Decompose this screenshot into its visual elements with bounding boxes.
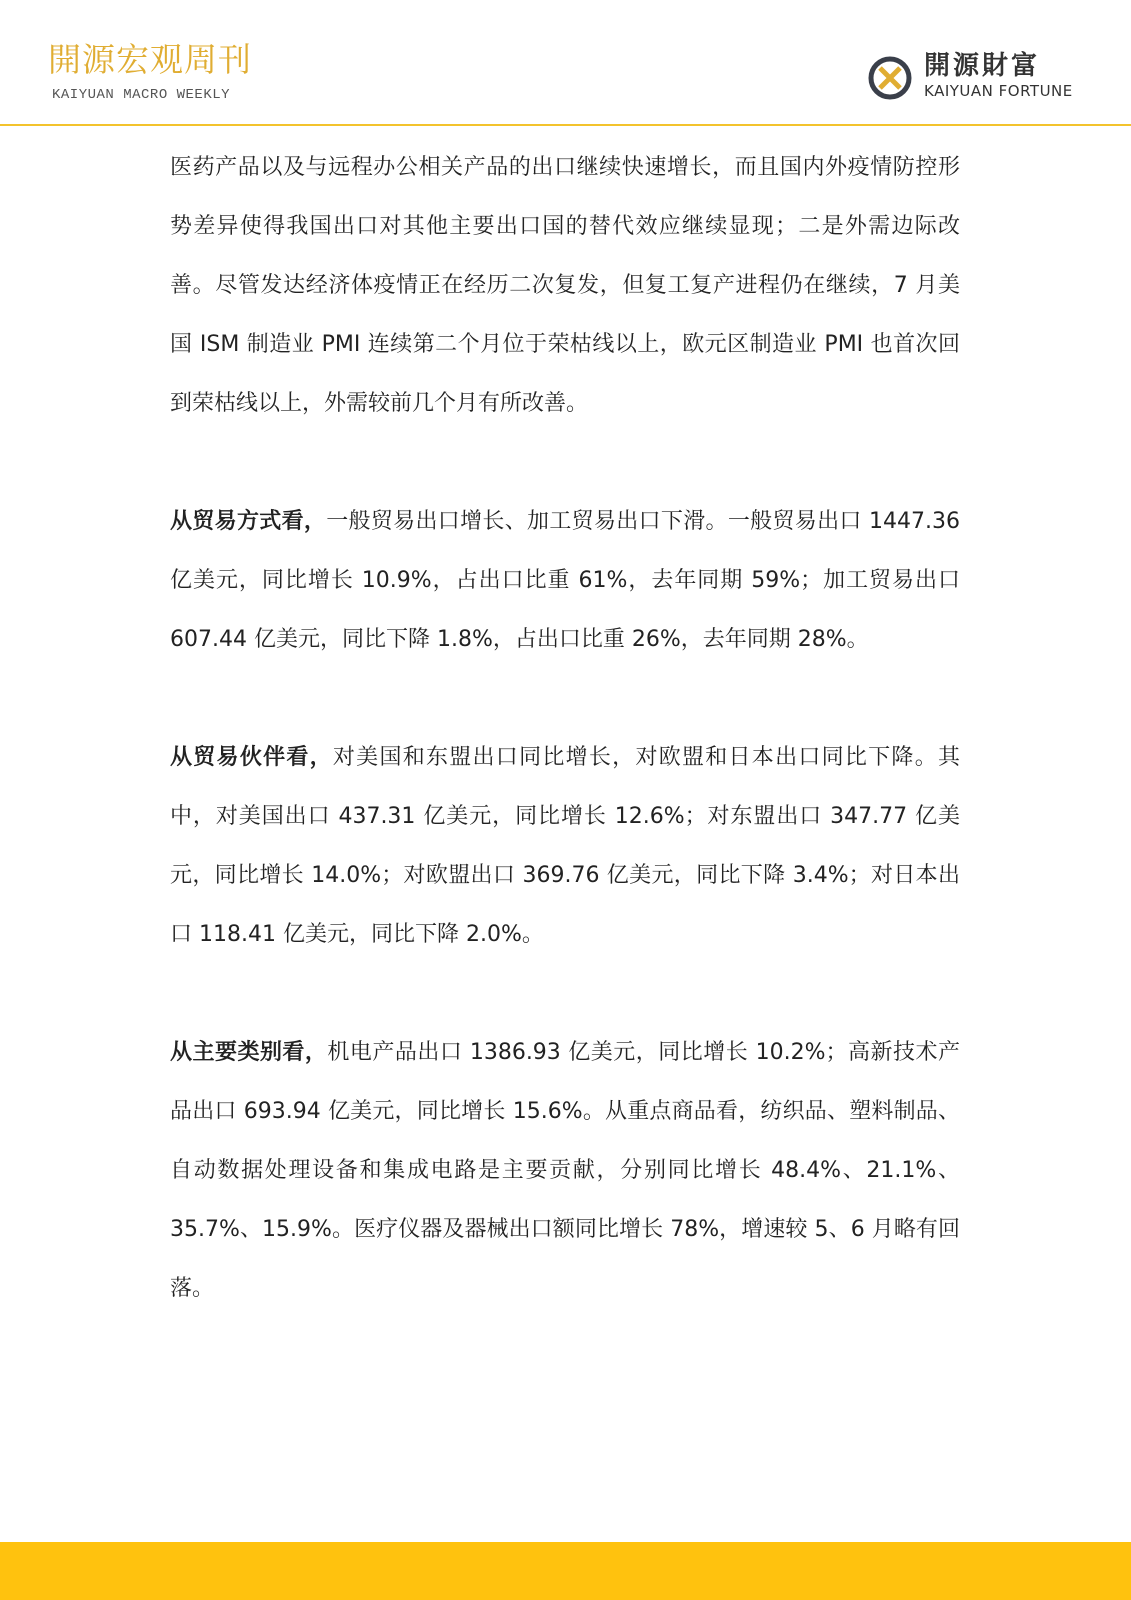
brand-logo [866,48,1086,108]
report-body [170,138,960,1318]
brand-name-en: KAIYUAN FORTUNE [924,82,1073,100]
paragraph-lead: 从贸易伙伴看， [170,745,333,770]
page-header [0,0,1131,126]
paragraph-lead: 从主要类别看， [170,1040,328,1065]
header-divider [0,124,1131,126]
kaiyuan-logo-icon [866,54,914,102]
publication-title: 開源宏观周刊 [48,40,252,79]
paragraph-lead: 从贸易方式看， [170,509,327,534]
footer-bar [0,1542,1131,1600]
paragraph-trade-mode [170,492,960,669]
paragraph-trade-partners [170,728,960,964]
paragraph-product-categories [170,1023,960,1318]
paragraph-text: 机电产品出口 1386.93 亿美元，同比增长 10.2%；高新技术产品出口 693.94 亿美元，同比增长 15.6%。从重点商品看，纺织品、塑料制品、自动数据处理设备和集成电路是主要贡献，分别同比增长 48.4%、21.1%、35.7%、15.9%。医疗仪器及器械出口额同比增长 78%，增速较 5、6 月略有回落。 [170,1040,960,1301]
paragraph-text: 一般贸易出口增长、加工贸易出口下滑。一般贸易出口 1447.36 亿美元，同比增长 10.9%，占出口比重 61%，去年同期 59%；加工贸易出口 607.44 亿美元，同比下降 1.8%，占出口比重 26%，去年同期 28%。 [170,509,960,652]
paragraph-export-drivers [170,138,960,433]
publication-subtitle: KAIYUAN MACRO WEEKLY [52,87,231,103]
paragraph-text: 对美国和东盟出口同比增长，对欧盟和日本出口同比下降。其中，对美国出口 437.31 亿美元，同比增长 12.6%；对东盟出口 347.77 亿美元，同比增长 14.0%；对欧盟出口 369.76 亿美元，同比下降 3.4%；对日本出口 118.41 亿美元，同比下降 2.0%。 [170,745,960,947]
brand-name-cn: 開源財富 [924,51,1041,81]
paragraph-text: 医药产品以及与远程办公相关产品的出口继续快速增长，而且国内外疫情防控形势差异使得我国出口对其他主要出口国的替代效应继续显现；二是外需边际改善。尽管发达经济体疫情正在经历二次复发，但复工复产进程仍在继续，7 月美国 ISM 制造业 PMI 连续第二个月位于荣枯线以上，欧元区制造业 PMI 也首次回到荣枯线以上，外需较前几个月有所改善。 [170,155,960,416]
